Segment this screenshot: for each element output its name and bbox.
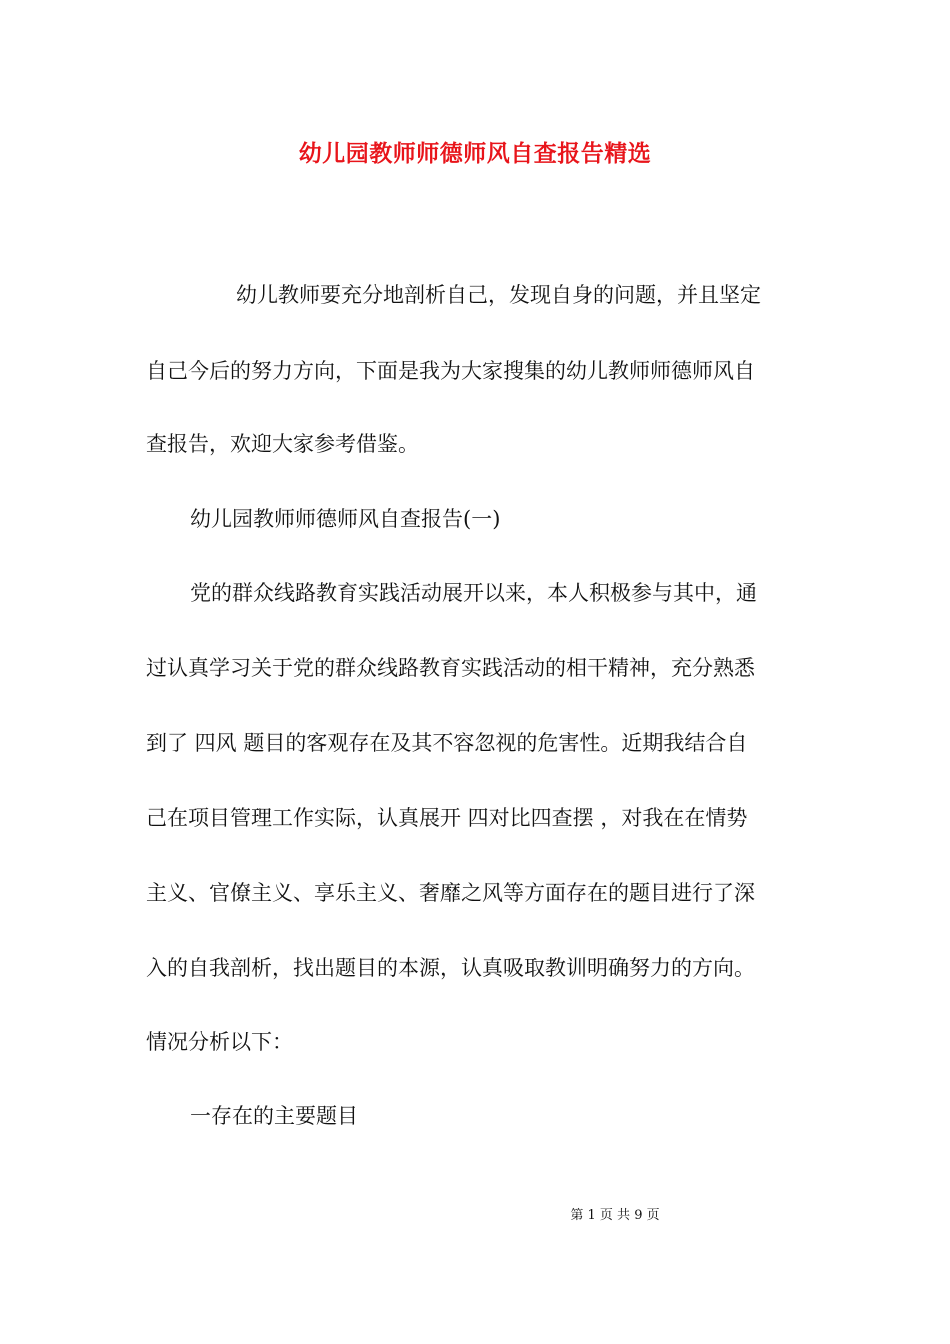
section-heading: 幼儿园教师师德师风自查报告(一) xyxy=(190,507,501,531)
paragraph-line: 党的群众线路教育实践活动展开以来，本人积极参与其中，通 xyxy=(190,581,757,605)
paragraph-line: 主义、官僚主义、享乐主义、奢靡之风等方面存在的题目进行了深 xyxy=(146,881,755,905)
section-heading: 一存在的主要题目 xyxy=(190,1104,358,1128)
paragraph-line: 到了 四风 题目的客观存在及其不容忽视的危害性。近期我结合自 xyxy=(146,731,748,755)
paragraph-line: 查报告，欢迎大家参考借鉴。 xyxy=(146,432,419,456)
paragraph-line: 过认真学习关于党的群众线路教育实践活动的相干精神，充分熟悉 xyxy=(146,656,755,680)
document-title: 幼儿园教师师德师风自查报告精选 xyxy=(298,140,652,167)
paragraph-line: 自己今后的努力方向，下面是我为大家搜集的幼儿教师师德师风自 xyxy=(146,359,755,383)
paragraph-line: 幼儿教师要充分地剖析自己，发现自身的问题，并且坚定 xyxy=(236,283,761,307)
paragraph-line: 入的自我剖析，找出题目的本源，认真吸取教训明确努力的方向。 xyxy=(146,956,755,980)
paragraph-line: 己在项目管理工作实际，认真展开 四对比四查摆 ，对我在在情势 xyxy=(146,806,748,830)
page-footer: 第 1 页 共 9 页 xyxy=(570,1208,660,1223)
paragraph-line: 情况分析以下： xyxy=(146,1030,293,1054)
